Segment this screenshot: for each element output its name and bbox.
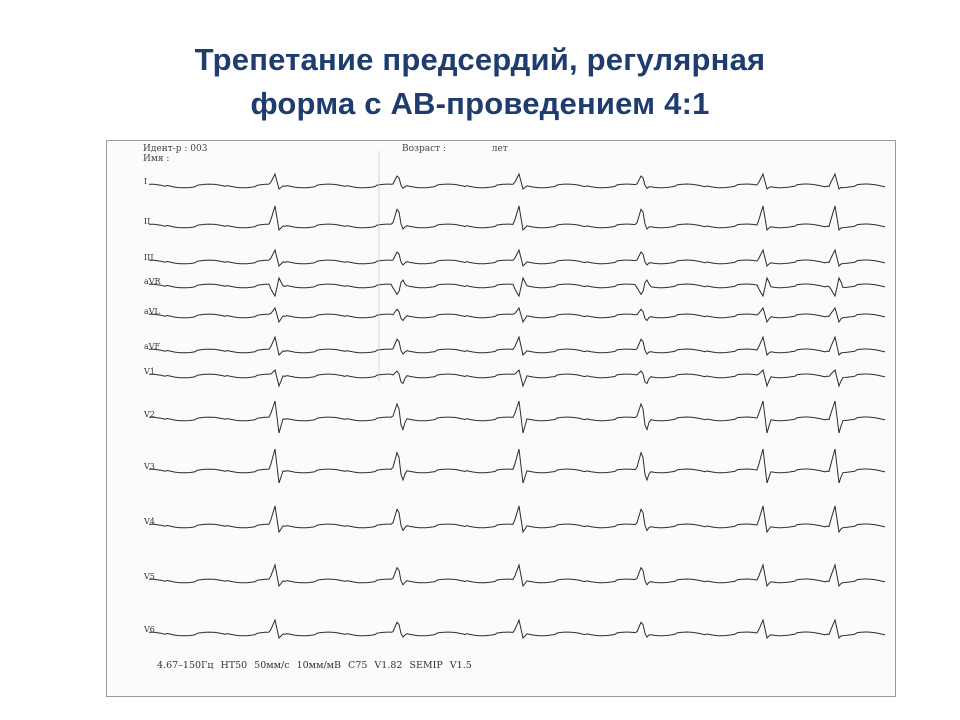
id-value: 003	[190, 144, 208, 154]
lead-label-avf: aVF	[144, 342, 161, 351]
slide-title	[0, 38, 960, 126]
ecg-trace-v4	[149, 506, 885, 532]
lead-label-v4: V4	[144, 517, 155, 526]
lead-label-v1: V1	[144, 367, 155, 376]
ecg-strip	[106, 140, 896, 697]
ecg-trace-avf	[149, 337, 885, 355]
ecg-footer: 4.67–150Гц HT50 50мм/с 10мм/мВ C75 V1.82 SEMIP V1.5	[157, 660, 472, 671]
lead-label-v5: V5	[144, 572, 155, 581]
slide-title-line-1: Трепетание предсердий, регулярная	[194, 42, 766, 77]
lead-label-ii: II	[144, 217, 151, 226]
ecg-trace-v1	[149, 370, 885, 386]
ecg-trace-avr	[149, 278, 885, 296]
lead-label-avl: aVL	[144, 307, 160, 316]
ecg-trace-v6	[149, 620, 885, 638]
lead-label-v2: V2	[144, 410, 155, 419]
lead-label-i: I	[144, 177, 148, 186]
ecg-trace-avl	[149, 308, 885, 322]
ecg-trace-i	[149, 174, 885, 189]
lead-label-v6: V6	[144, 625, 155, 634]
slide-title-line-2: форма с АВ-проведением 4:1	[250, 86, 710, 121]
ecg-header-id	[143, 144, 207, 154]
lead-label-avr: aVR	[144, 277, 161, 286]
ecg-trace-iii	[149, 250, 885, 266]
age-unit: лет	[491, 144, 508, 154]
id-label: Идент-р :	[143, 144, 188, 154]
ecg-header-age	[402, 144, 508, 154]
name-label: Имя :	[143, 154, 170, 164]
lead-label-iii: III	[144, 253, 154, 262]
ecg-trace-v2	[149, 401, 885, 433]
ecg-trace-v3	[149, 449, 885, 483]
ecg-traces	[107, 141, 896, 697]
age-label: Возраст :	[402, 144, 446, 154]
ecg-trace-ii	[149, 206, 885, 230]
lead-label-v3: V3	[144, 462, 155, 471]
ecg-trace-v5	[149, 565, 885, 586]
